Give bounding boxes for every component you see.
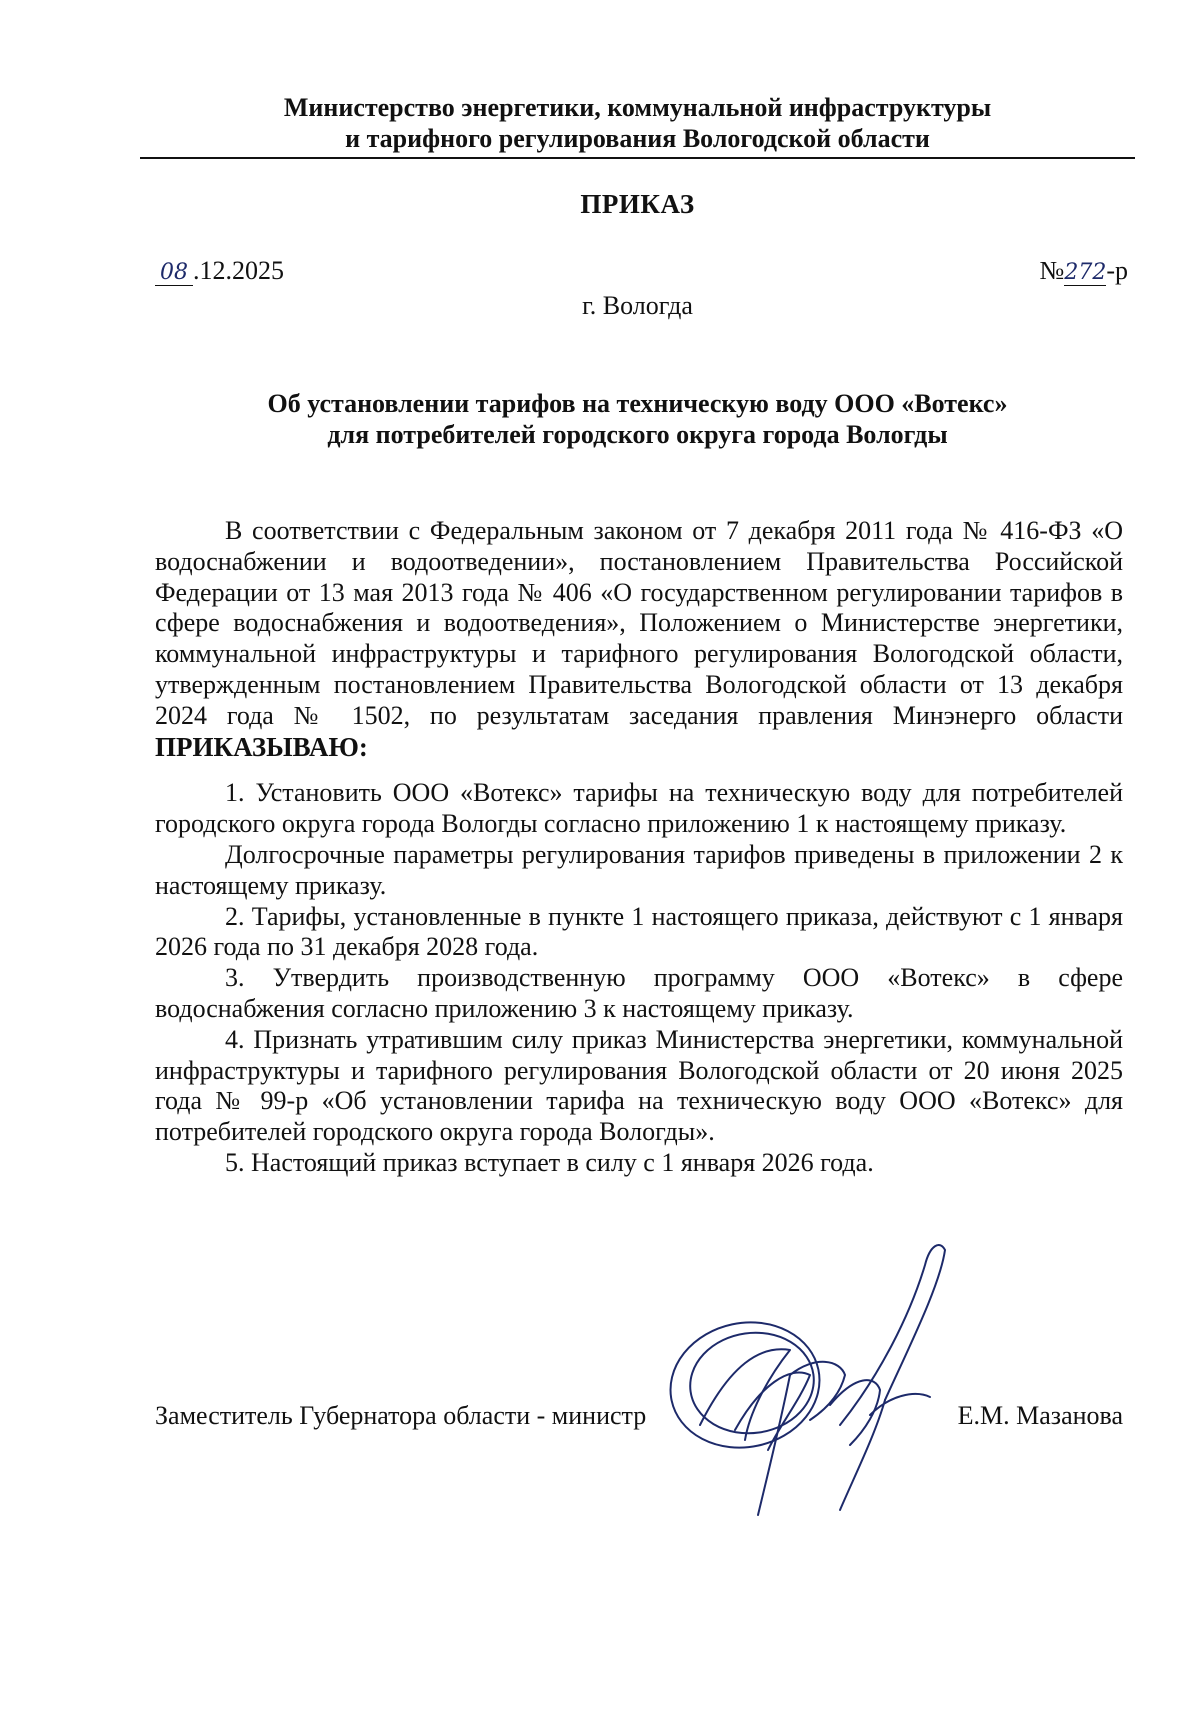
item-3: 3. Утвердить производственную программу ООО «Вотекс» в сфере водоснабжения согласно приложению 3 к настоящему приказу. — [155, 963, 1123, 1023]
document-body — [155, 516, 1123, 1179]
item-2: 2. Тарифы, установленные в пункте 1 настоящего приказа, действуют с 1 января 2026 года по 31 декабря 2028 года. — [155, 901, 1123, 962]
signer-name: Е.М. Мазанова — [957, 1401, 1123, 1430]
ministry-line-1: Министерство энергетики, коммунальной инфраструктуры — [283, 93, 992, 122]
date-rest: .12.2025 — [193, 256, 284, 285]
preamble-paragraph: В соответствии с Федеральным законом от 7 декабря 2011 года № 416-ФЗ «О водоснабжении и водоотведении», постановлением Правительства Российской Федерации от 13 мая 2013 года № 406 «О государственном регулировании тарифов в сфере водоснабжения и водоотведения», Положением о Министерстве энергетики, коммунальной инфраструктуры и тарифного регулирования Вологодской области, утвержденным постановлением Правительства Вологодской области от 13 декабря 2024 года № 1502, по результатам заседания правления Минэнерго области — [155, 516, 1123, 730]
handwritten-signature — [640, 1225, 1000, 1525]
number-prefix: № — [1039, 256, 1065, 285]
document-number — [1040, 256, 1128, 286]
handwritten-day: 08 — [155, 261, 193, 286]
number-suffix: -р — [1106, 256, 1128, 285]
item-5: 5. Настоящий приказ вступает в силу с 1 января 2026 года. — [225, 1147, 874, 1177]
ministry-line-2: и тарифного регулирования Вологодской области — [345, 124, 930, 153]
item-4: 4. Признать утратившим силу приказ Министерства энергетики, коммунальной инфраструктуры и тарифного регулирования Вологодской области от 20 июня 2025 года № 99-р «Об установлении тарифа на техническую воду ООО «Вотекс» для потребителей городского округа города Вологды». — [155, 1024, 1123, 1147]
document-subject — [140, 388, 1135, 450]
ministry-header — [140, 92, 1135, 154]
header-rule — [140, 157, 1135, 159]
subject-line-1: Об установлении тарифов на техническую воду ООО «Вотекс» — [267, 389, 1008, 418]
city-line: г. Вологда — [582, 291, 693, 320]
document-title: ПРИКАЗ — [580, 189, 695, 219]
item-1-note: Долгосрочные параметры регулирования тарифов приведены в приложении 2 к настоящему приказу. — [155, 839, 1123, 900]
document-date — [155, 256, 284, 286]
signer-position: Заместитель Губернатора области - министр — [155, 1401, 647, 1430]
subject-line-2: для потребителей городского округа города Вологды — [327, 420, 948, 449]
item-1: 1. Установить ООО «Вотекс» тарифы на техническую воду для потребителей городского округа города Вологды согласно приложению 1 к настоящему приказу. — [155, 778, 1123, 839]
decree-word: ПРИКАЗЫВАЮ: — [155, 731, 368, 762]
handwritten-number: 272 — [1064, 260, 1107, 285]
